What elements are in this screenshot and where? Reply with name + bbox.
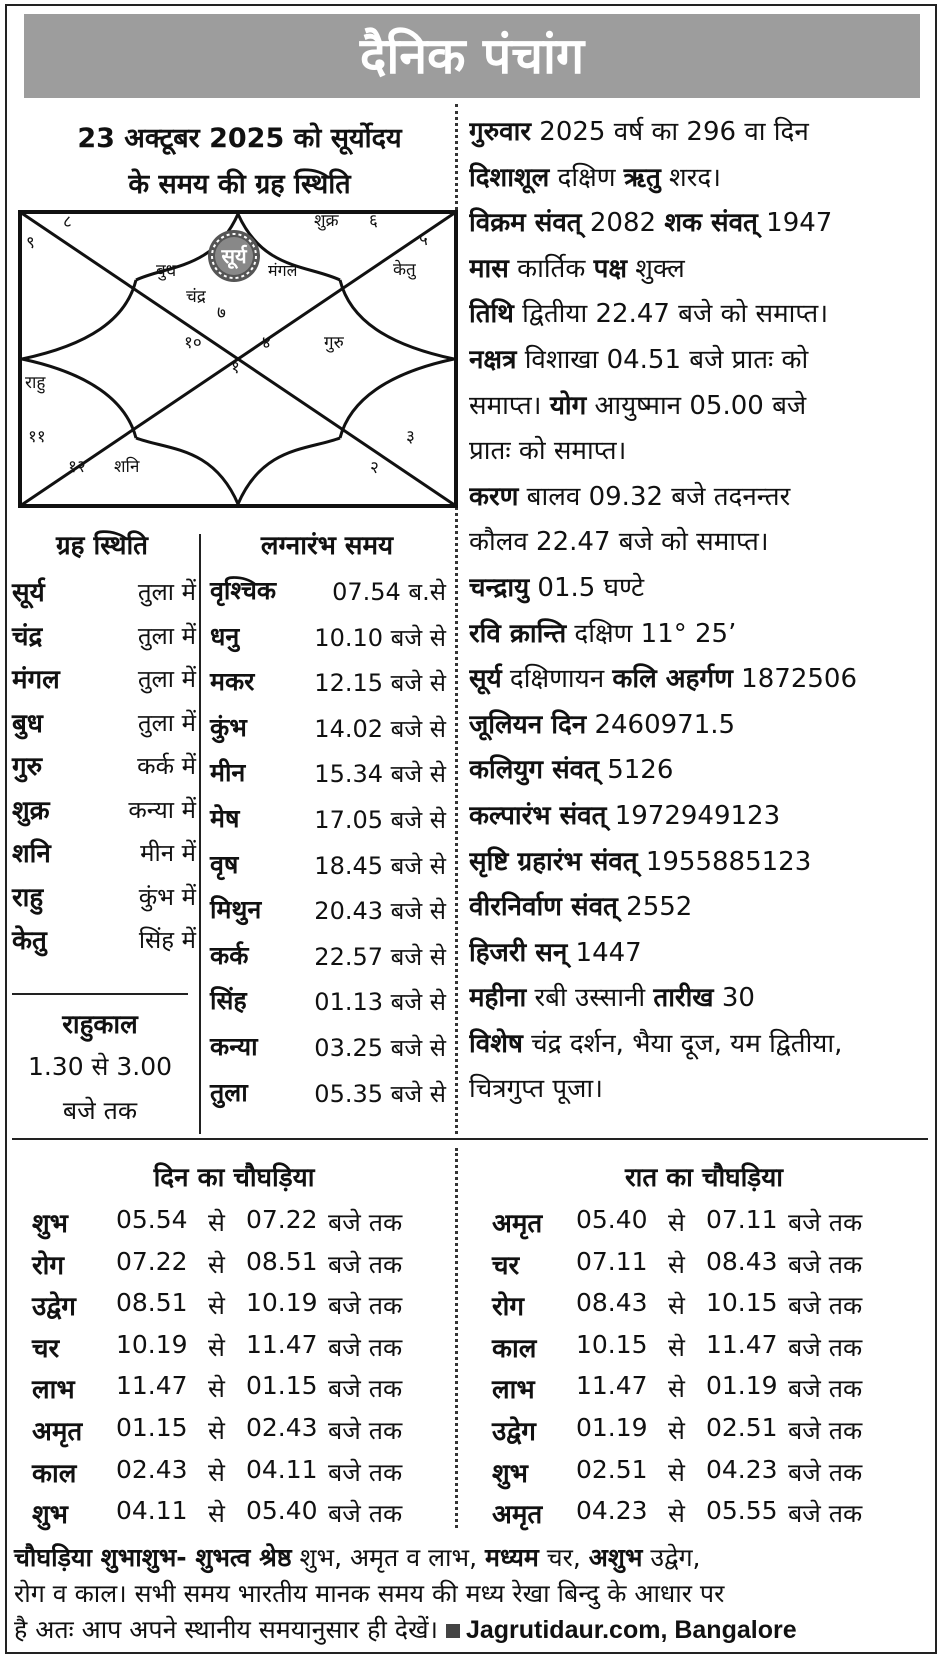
info-row-vishesh-end: चित्रगुप्त पूजा। bbox=[469, 1074, 603, 1105]
graha-rashi: कन्या में bbox=[128, 795, 196, 824]
divider-rahukaal bbox=[12, 993, 188, 995]
choghadiya-name: शुभ bbox=[492, 1458, 528, 1489]
footer-line-1: चौघड़िया शुभाशुभ- शुभत्व श्रेष्ठ शुभ, अमृत व लाभ, मध्यम चर, अशुभ उद्वेग, bbox=[14, 1543, 701, 1572]
choghadiya-tak: बजे तक bbox=[328, 1499, 403, 1529]
info-row-yog-end: प्रातः को समाप्त। bbox=[469, 436, 627, 467]
choghadiya-name: लाभ bbox=[32, 1375, 75, 1406]
info-row-julian: जूलियन दिन 2460971.5 bbox=[469, 709, 736, 740]
lagna-time: 20.43 बजे से bbox=[314, 897, 446, 926]
kundli-chart bbox=[18, 210, 458, 508]
lagna-time: 12.15 बजे से bbox=[314, 669, 446, 698]
graha-planet: सूर्य bbox=[12, 578, 45, 608]
footer-line-3: है अतः आप अपने स्थानीय समयानुसार ही देखें। Jagrutidaur.com, Bangalore bbox=[14, 1615, 797, 1644]
choghadiya-to: 11.47 bbox=[706, 1329, 778, 1359]
choghadiya-name: काल bbox=[32, 1458, 77, 1489]
lagna-time: 03.25 बजे से bbox=[314, 1034, 446, 1062]
choghadiya-to: 10.15 bbox=[706, 1288, 778, 1318]
choghadiya-to: 10.19 bbox=[246, 1288, 318, 1318]
graha-planet: गुरु bbox=[12, 752, 43, 782]
choghadiya-se: से bbox=[208, 1249, 225, 1279]
choghadiya-se: से bbox=[668, 1291, 685, 1321]
choghadiya-tak: बजे तक bbox=[328, 1374, 403, 1404]
lagna-name: तुला bbox=[210, 1077, 248, 1107]
lagna-name: मेष bbox=[210, 804, 240, 833]
choghadiya-from: 05.54 bbox=[116, 1205, 188, 1234]
choghadiya-name: अमृत bbox=[492, 1500, 543, 1531]
footer-line-2: रोग व काल। सभी समय भारतीय मानक समय की मध्य रेखा बिन्दु के आधार पर bbox=[14, 1579, 725, 1608]
lagna-time: 10.10 बजे से bbox=[314, 623, 446, 652]
info-row-srishti: सृष्टि ग्रहारंभ संवत् 1955885123 bbox=[469, 846, 812, 877]
choghadiya-from: 04.11 bbox=[116, 1496, 188, 1526]
house-number-9: ९ bbox=[26, 233, 35, 253]
choghadiya-to: 05.40 bbox=[246, 1496, 318, 1526]
lagnarambh-heading: लग्नारंभ समय bbox=[260, 531, 394, 561]
info-row-yog: समाप्त। योग आयुष्मान 05.00 बजे bbox=[469, 390, 807, 421]
lagna-time: 18.45 बजे से bbox=[314, 851, 446, 880]
choghadiya-to: 08.51 bbox=[246, 1246, 318, 1276]
choghadiya-from: 01.19 bbox=[576, 1413, 648, 1442]
source-square-icon bbox=[446, 1624, 460, 1638]
source-credit: Jagrutidaur.com, Bangalore bbox=[465, 1616, 797, 1644]
house-number-5: ५ bbox=[419, 230, 428, 250]
info-row-tithi: तिथि द्वितीया 22.47 बजे को समाप्त। bbox=[469, 299, 829, 330]
choghadiya-from: 10.19 bbox=[116, 1329, 188, 1359]
graha-rashi: मीन में bbox=[140, 839, 196, 867]
lagna-time: 22.57 बजे से bbox=[314, 942, 446, 971]
lagna-time: 05.35 बजे से bbox=[314, 1079, 446, 1108]
choghadiya-tak: बजे तक bbox=[328, 1249, 403, 1279]
graha-rashi: तुला में bbox=[137, 621, 196, 650]
info-row-veernirvan: वीरनिर्वाण संवत् 2552 bbox=[469, 892, 693, 923]
lagna-name: सिंह bbox=[210, 986, 247, 1016]
choghadiya-name: उद्वेग bbox=[32, 1292, 76, 1323]
info-row-kalparambh: कल्पारंभ संवत् 1972949123 bbox=[469, 800, 781, 831]
choghadiya-from: 08.51 bbox=[116, 1288, 188, 1318]
choghadiya-from: 05.40 bbox=[576, 1205, 648, 1234]
info-row-dishashool: दिशाशूल दक्षिण ऋतु शरद। bbox=[469, 162, 722, 193]
kundli-planet-chandra: चंद्र bbox=[186, 287, 206, 307]
divider-graha-lagna bbox=[199, 534, 201, 1134]
house-number-2: २ bbox=[370, 458, 379, 478]
divider-horizontal bbox=[12, 1138, 928, 1140]
choghadiya-name: रोग bbox=[32, 1250, 65, 1281]
choghadiya-tak: बजे तक bbox=[788, 1416, 863, 1445]
choghadiya-to: 04.23 bbox=[706, 1454, 778, 1484]
rahukaal-heading: राहुकाल bbox=[62, 1010, 138, 1040]
lagna-time: 17.05 बजे से bbox=[314, 806, 446, 834]
house-number-6: ६ bbox=[369, 211, 378, 231]
choghadiya-se: से bbox=[208, 1416, 225, 1445]
choghadiya-name: लाभ bbox=[492, 1375, 535, 1406]
choghadiya-name: उद्वेग bbox=[492, 1417, 536, 1447]
rahukaal-suffix: बजे तक bbox=[62, 1096, 138, 1125]
choghadiya-from: 02.43 bbox=[116, 1454, 188, 1484]
info-row-mahina: महीना रबी उस्सानी तारीख 30 bbox=[469, 983, 755, 1014]
choghadiya-se: से bbox=[208, 1291, 225, 1321]
house-number-7: ७ bbox=[217, 303, 226, 323]
lagna-name: वृष bbox=[210, 849, 239, 879]
sun-label: सूर्य bbox=[221, 244, 247, 268]
choghadiya-from: 11.47 bbox=[116, 1371, 188, 1401]
lagna-time: 15.34 बजे से bbox=[314, 760, 446, 789]
choghadiya-to: 01.15 bbox=[246, 1371, 318, 1401]
choghadiya-tak: बजे तक bbox=[328, 1416, 403, 1445]
info-row-vishesh: विशेष चंद्र दर्शन, भैया दूज, यम द्वितीया, bbox=[469, 1028, 843, 1059]
choghadiya-name: चर bbox=[32, 1333, 60, 1364]
house-number-11: ११ bbox=[28, 427, 46, 447]
raat-choghadiya-heading: रात का चौघड़िया bbox=[624, 1163, 784, 1193]
info-row-kali-ahargan: सूर्य दक्षिणायन कलि अहर्गण 1872506 bbox=[469, 664, 857, 695]
kundli-planet-guru: गुरु bbox=[324, 333, 344, 353]
choghadiya-name: शुभ bbox=[32, 1209, 68, 1239]
page-title: दैनिक पंचांग bbox=[24, 14, 920, 98]
lagna-time: 07.54 ब.से bbox=[332, 578, 446, 606]
choghadiya-to: 04.11 bbox=[246, 1454, 318, 1484]
house-number-8: ८ bbox=[63, 212, 72, 232]
choghadiya-from: 07.11 bbox=[576, 1246, 648, 1276]
graha-rashi: कुंभ में bbox=[138, 882, 196, 911]
choghadiya-name: रोग bbox=[492, 1292, 525, 1323]
choghadiya-se: से bbox=[668, 1208, 685, 1237]
chart-heading-line1: 23 अक्टूबर 2025 को सूर्योदय bbox=[77, 123, 402, 154]
choghadiya-name: अमृत bbox=[32, 1417, 83, 1447]
kundli-planet-shani: शनि bbox=[114, 457, 140, 477]
graha-planet: मंगल bbox=[12, 665, 60, 695]
graha-planet: चंद्र bbox=[12, 621, 43, 652]
info-row-ravi-kranti: रवि क्रान्ति दक्षिण 11° 25’ bbox=[469, 618, 737, 649]
graha-planet: शनि bbox=[12, 839, 51, 869]
chart-heading-line2: के समय की ग्रह स्थिति bbox=[128, 169, 351, 200]
choghadiya-name: अमृत bbox=[492, 1209, 543, 1239]
lagna-name: धनु bbox=[210, 621, 240, 651]
info-row-kaliyug: कलियुग संवत् 5126 bbox=[469, 755, 674, 786]
choghadiya-from: 10.15 bbox=[576, 1329, 648, 1359]
choghadiya-tak: बजे तक bbox=[788, 1374, 863, 1404]
info-row-karan-end: कौलव 22.47 बजे को समाप्त। bbox=[469, 527, 769, 558]
choghadiya-se: से bbox=[208, 1499, 225, 1529]
graha-rashi: सिंह में bbox=[138, 926, 196, 954]
choghadiya-name: शुभ bbox=[32, 1500, 68, 1531]
kundli-planet-ketu: केतु bbox=[393, 260, 416, 280]
choghadiya-to: 02.43 bbox=[246, 1413, 318, 1442]
lagna-name: मिथुन bbox=[210, 895, 262, 925]
choghadiya-se: से bbox=[668, 1416, 685, 1445]
choghadiya-from: 02.51 bbox=[576, 1454, 648, 1484]
din-choghadiya-heading: दिन का चौघड़िया bbox=[153, 1163, 315, 1193]
graha-rashi: तुला में bbox=[137, 708, 196, 737]
house-number-4: ४ bbox=[262, 333, 271, 353]
graha-planet: शुक्र bbox=[12, 795, 50, 826]
choghadiya-from: 04.23 bbox=[576, 1496, 648, 1526]
choghadiya-tak: बजे तक bbox=[328, 1208, 403, 1237]
sun-emblem bbox=[208, 230, 260, 282]
lagna-name: मकर bbox=[210, 667, 255, 697]
footer-note bbox=[14, 1540, 930, 1648]
choghadiya-from: 11.47 bbox=[576, 1371, 648, 1401]
info-row-maas: मास कार्तिक पक्ष शुक्ल bbox=[469, 253, 685, 284]
graha-planet: केतु bbox=[12, 926, 47, 956]
lagna-time: 01.13 बजे से bbox=[314, 988, 446, 1017]
lagna-name: कर्क bbox=[210, 940, 249, 970]
choghadiya-tak: बजे तक bbox=[788, 1457, 863, 1487]
choghadiya-se: से bbox=[668, 1457, 685, 1487]
choghadiya-name: काल bbox=[492, 1333, 537, 1364]
choghadiya-from: 08.43 bbox=[576, 1288, 648, 1318]
kundli-planet-shukra: शुक्र bbox=[314, 211, 339, 231]
choghadiya-se: से bbox=[208, 1208, 225, 1237]
house-number-12: १२ bbox=[68, 457, 86, 477]
graha-planet: राहु bbox=[12, 882, 44, 913]
choghadiya-se: से bbox=[668, 1499, 685, 1529]
graha-sthiti-heading: ग्रह स्थिति bbox=[55, 531, 149, 561]
choghadiya-se: से bbox=[668, 1249, 685, 1279]
info-row-samvat: विक्रम संवत् 2082 शक संवत् 1947 bbox=[469, 208, 833, 239]
choghadiya-tak: बजे तक bbox=[788, 1332, 863, 1362]
choghadiya-to: 07.11 bbox=[706, 1205, 778, 1234]
choghadiya-tak: बजे तक bbox=[328, 1291, 403, 1321]
choghadiya-to: 08.43 bbox=[706, 1246, 778, 1276]
choghadiya-se: से bbox=[668, 1374, 685, 1404]
kundli-planet-budh: बुध bbox=[156, 261, 177, 281]
choghadiya-to: 01.19 bbox=[706, 1371, 778, 1401]
kundli-planet-rahu: राहु bbox=[25, 373, 46, 393]
graha-rashi: तुला में bbox=[137, 665, 196, 693]
choghadiya-tak: बजे तक bbox=[788, 1291, 863, 1321]
choghadiya-to: 02.51 bbox=[706, 1413, 778, 1442]
graha-rashi: तुला में bbox=[137, 578, 196, 606]
choghadiya-from: 01.15 bbox=[116, 1413, 188, 1442]
choghadiya-from: 07.22 bbox=[116, 1246, 188, 1276]
choghadiya-se: से bbox=[208, 1457, 225, 1487]
choghadiya-se: से bbox=[208, 1332, 225, 1362]
info-row-hijri: हिजरी सन् 1447 bbox=[469, 937, 642, 968]
choghadiya-se: से bbox=[208, 1374, 225, 1404]
lagna-name: मीन bbox=[210, 758, 246, 788]
choghadiya-tak: बजे तक bbox=[328, 1332, 403, 1362]
house-number-3: ३ bbox=[406, 427, 415, 447]
choghadiya-tak: बजे तक bbox=[788, 1208, 863, 1237]
choghadiya-tak: बजे तक bbox=[788, 1249, 863, 1279]
choghadiya-se: से bbox=[668, 1332, 685, 1362]
lagna-name: कन्या bbox=[210, 1032, 258, 1061]
choghadiya-tak: बजे तक bbox=[788, 1499, 863, 1529]
rahukaal-time: 1.30 से 3.00 bbox=[27, 1052, 173, 1081]
choghadiya-to: 05.55 bbox=[706, 1496, 778, 1526]
lagna-name: कुंभ bbox=[210, 712, 247, 742]
graha-planet: बुध bbox=[12, 708, 43, 739]
lagna-name: वृश्चिक bbox=[210, 576, 277, 605]
info-row-karan: करण बालव 09.32 बजे तदनन्तर bbox=[469, 481, 791, 512]
lagna-time: 14.02 बजे से bbox=[314, 714, 446, 743]
info-row-weekday: गुरुवार 2025 वर्ष का 296 वा दिन bbox=[469, 117, 809, 147]
choghadiya-to: 07.22 bbox=[246, 1205, 318, 1234]
choghadiya-to: 11.47 bbox=[246, 1329, 318, 1359]
graha-rashi: कर्क में bbox=[137, 752, 196, 780]
house-number-10: १० bbox=[184, 333, 202, 353]
divider-vertical-bottom bbox=[455, 1148, 458, 1528]
kundli-planet-mangal: मंगल bbox=[268, 261, 298, 280]
info-row-chandrayu: चन्द्रायु 01.5 घण्टे bbox=[469, 572, 645, 603]
choghadiya-tak: बजे तक bbox=[328, 1457, 403, 1487]
info-row-nakshatra: नक्षत्र विशाखा 04.51 बजे प्रातः को bbox=[469, 344, 809, 375]
choghadiya-name: चर bbox=[492, 1250, 520, 1281]
panchang-info bbox=[469, 110, 935, 1113]
house-number-1: १ bbox=[231, 358, 240, 378]
